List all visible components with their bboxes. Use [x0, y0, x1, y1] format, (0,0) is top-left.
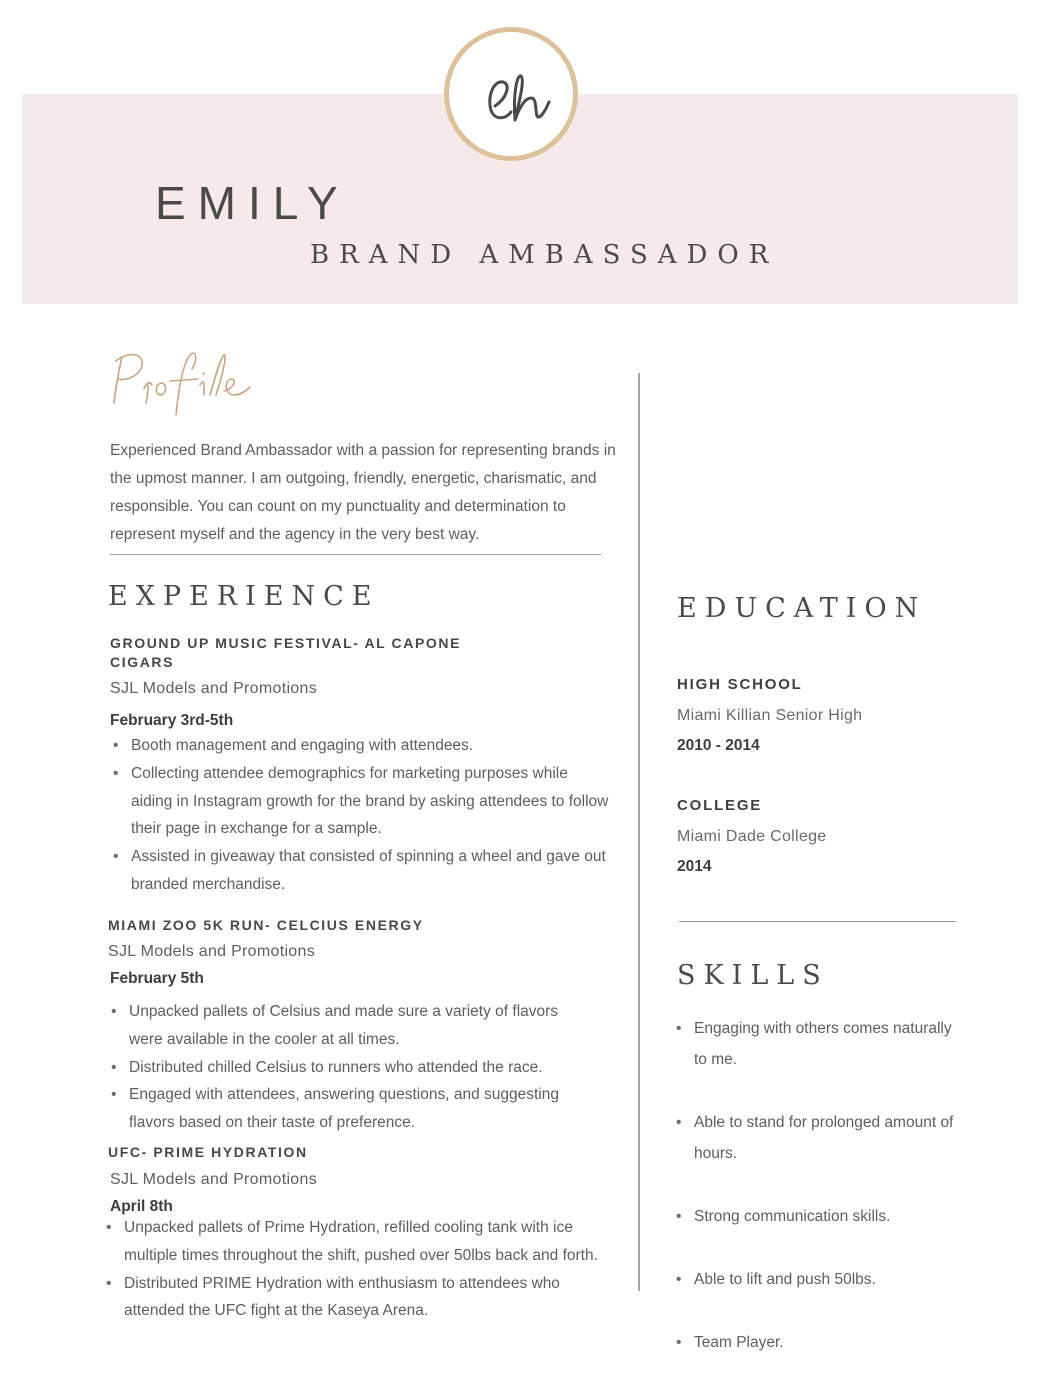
experience-heading: EXPERIENCE [108, 581, 380, 612]
skills-heading: SKILLS [677, 960, 829, 991]
education-heading: EDUCATION [677, 593, 927, 624]
job-title-line: CIGARS [110, 654, 175, 670]
skill-item: • Engaging with others comes naturally to me. [674, 1013, 954, 1075]
skill-item: • Able to lift and push 50lbs. [674, 1264, 974, 1295]
job-date: February 5th [110, 970, 204, 987]
list-item: • Engaged with attendees, answering questions, and suggesting flavors based on their taste of preference. [108, 1081, 588, 1137]
job-title: MIAMI ZOO 5K RUN- CELCIUS ENERGY [108, 917, 424, 933]
skill-item: • Strong communication skills. [674, 1201, 974, 1232]
skill-item: • Team Player. [674, 1327, 974, 1358]
education-divider [679, 921, 956, 922]
education-school: Miami Killian Senior High [677, 707, 863, 724]
job-title: UFC- PRIME HYDRATION [108, 1144, 308, 1160]
education-years: 2010 - 2014 [677, 737, 760, 754]
profile-script-lettering [106, 345, 256, 425]
list-item: • Booth management and engaging with attendees. [110, 732, 610, 760]
list-item: • Unpacked pallets of Celsius and made sure a variety of flavors were available in the cooler at all times. [108, 998, 588, 1054]
profile-heading [106, 345, 256, 430]
list-item: • Distributed PRIME Hydration with enthusiasm to attendees who attended the UFC fight at the Kaseya Arena. [103, 1270, 603, 1326]
job-title-line: GROUND UP MUSIC FESTIVAL- AL CAPONE [110, 635, 462, 651]
candidate-name: EMILY [155, 177, 350, 229]
education-level: COLLEGE [677, 797, 763, 814]
list-item: • Distributed chilled Celsius to runners who attended the race. [108, 1054, 588, 1082]
education-years: 2014 [677, 858, 712, 875]
job-date: April 8th [110, 1198, 173, 1215]
monogram-logo [444, 27, 578, 161]
monogram-script [449, 32, 573, 156]
job-company: SJL Models and Promotions [110, 1171, 318, 1188]
list-item: • Assisted in giveaway that consisted of spinning a wheel and gave out branded merchandise. [110, 843, 610, 899]
profile-summary: Experienced Brand Ambassador with a passion for representing brands in the upmost manner. I am outgoing, friendly, energetic, charismatic, and responsible. You can count on my punctuality and determination to represent myself and the agency in the very best way. [110, 442, 616, 543]
job-bullets [108, 998, 588, 1137]
job-company: SJL Models and Promotions [110, 680, 318, 697]
column-divider [638, 373, 640, 1291]
skill-item: • Able to stand for prolonged amount of hours. [674, 1107, 954, 1169]
job-bullets [110, 732, 610, 899]
list-item: • Unpacked pallets of Prime Hydration, refilled cooling tank with ice multiple times throughout the shift, pushed over 50lbs back and forth. [103, 1214, 603, 1270]
list-item: • Collecting attendee demographics for marketing purposes while aiding in Instagram growth for the brand by asking attendees to follow their page in exchange for a sample. [110, 760, 610, 843]
profile-divider [110, 554, 601, 555]
job-bullets [103, 1214, 603, 1325]
skills-list [674, 1013, 974, 1390]
job-company: SJL Models and Promotions [108, 943, 316, 960]
education-school: Miami Dade College [677, 828, 827, 845]
education-level: HIGH SCHOOL [677, 676, 803, 693]
job-title [110, 634, 510, 672]
candidate-role: BRAND AMBASSADOR [310, 240, 779, 270]
job-date: February 3rd-5th [110, 712, 234, 729]
